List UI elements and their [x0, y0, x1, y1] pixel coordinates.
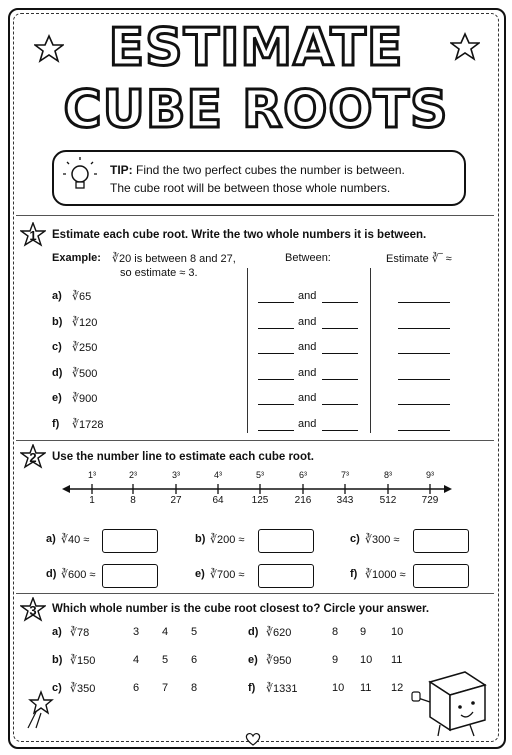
item-letter: a): [52, 626, 62, 638]
cube-root-expression: ∛300 ≈: [365, 534, 400, 546]
cube-root-expression: ∛500: [72, 367, 98, 380]
number-line-power: 7³: [340, 470, 349, 480]
tip-line2: The cube root will be between those whole numbers.: [110, 181, 391, 195]
number-line-power: 4³: [213, 470, 222, 480]
cube-root-expression: ∛1728: [72, 418, 104, 431]
section3-number: 3: [29, 603, 37, 618]
number-line-value: 8: [130, 495, 136, 506]
number-line-power: 2³: [128, 470, 137, 480]
answer-box[interactable]: [258, 529, 314, 553]
answer-option[interactable]: 4: [162, 626, 169, 638]
number-line-power: 8³: [383, 470, 392, 480]
estimate-blank[interactable]: [398, 343, 450, 354]
estimate-blank[interactable]: [398, 292, 450, 303]
cube-root-expression: ∛350: [70, 683, 96, 695]
cube-root-expression: ∛600 ≈: [61, 569, 96, 581]
example-text1: ∛20 is between 8 and 27,: [112, 253, 236, 265]
cube-root-expression: ∛120: [72, 316, 98, 329]
cube-character-icon: [410, 660, 495, 738]
item-letter: d): [46, 568, 57, 580]
cube-root-expression: ∛78: [70, 627, 90, 639]
number-line-power: 6³: [298, 470, 307, 480]
number-line-value: 27: [170, 495, 182, 506]
estimate-blank[interactable]: [398, 394, 450, 405]
col-between-header: Between:: [285, 252, 331, 264]
answer-option[interactable]: 4: [133, 654, 140, 666]
cube-root-expression: ∛200 ≈: [210, 534, 245, 546]
between-high-blank[interactable]: [322, 343, 358, 354]
item-letter: a): [52, 290, 62, 302]
and-label: and: [298, 366, 317, 379]
cube-root-expression: ∛150: [70, 655, 96, 667]
number-line-value: 216: [294, 495, 312, 506]
section1-title: Estimate each cube root. Write the two whole numbers it is between.: [52, 229, 427, 241]
number-line-power: 1³: [87, 470, 96, 480]
answer-option[interactable]: 8: [332, 626, 339, 638]
answer-option[interactable]: 10: [391, 626, 404, 638]
lightbulb-icon: [62, 156, 98, 198]
number-line-value: 512: [379, 495, 397, 506]
page-title-line2: CUBE ROOTS: [63, 80, 449, 140]
item-letter: d): [52, 366, 63, 379]
estimate-blank[interactable]: [398, 318, 450, 329]
between-low-blank[interactable]: [258, 343, 294, 354]
answer-box[interactable]: [102, 529, 158, 553]
cube-root-expression: ∛1000 ≈: [365, 569, 406, 581]
answer-option[interactable]: 11: [391, 654, 403, 666]
answer-option[interactable]: 9: [360, 626, 367, 638]
and-label: and: [298, 290, 317, 302]
between-low-blank[interactable]: [258, 394, 294, 405]
shooting-star-icon: [24, 690, 58, 730]
section3-title: Which whole number is the cube root closest to? Circle your answer.: [52, 603, 430, 615]
cube-root-expression: ∛700 ≈: [210, 569, 245, 581]
between-low-blank[interactable]: [258, 420, 294, 431]
section2-title: Use the number line to estimate each cube root.: [52, 451, 315, 463]
tip-line1: Find the two perfect cubes the number is between.: [136, 163, 405, 177]
number-line-value: 729: [421, 495, 439, 506]
answer-option[interactable]: 11: [360, 682, 372, 694]
cube-root-expression: ∛65: [72, 291, 92, 303]
tip-label: TIP:: [110, 163, 133, 177]
answer-option[interactable]: 10: [332, 682, 345, 694]
between-low-blank[interactable]: [258, 292, 294, 303]
answer-option[interactable]: 5: [162, 654, 169, 666]
item-letter: d): [248, 626, 259, 638]
between-high-blank[interactable]: [322, 394, 358, 405]
answer-box[interactable]: [102, 564, 158, 588]
tip-text: [110, 161, 460, 197]
divider: [16, 215, 494, 216]
section1-number: 1: [29, 228, 37, 243]
divider: [16, 440, 494, 441]
answer-option[interactable]: 3: [133, 626, 140, 638]
cube-root-expression: ∛1331: [266, 683, 298, 695]
item-letter: e): [195, 568, 205, 580]
number-line-value: 125: [251, 495, 269, 506]
between-high-blank[interactable]: [322, 318, 358, 329]
heart-icon: [244, 732, 262, 746]
answer-option[interactable]: 10: [360, 654, 373, 666]
and-label: and: [298, 341, 317, 353]
item-letter: e): [52, 392, 62, 404]
cube-root-expression: ∛900: [72, 393, 98, 405]
answer-option[interactable]: 12: [391, 682, 404, 694]
cube-root-expression: ∛620: [266, 627, 292, 639]
divider: [16, 593, 494, 594]
answer-box[interactable]: [413, 529, 469, 553]
page-title-line1: ESTIMATE: [108, 18, 404, 78]
example-label: Example:: [52, 252, 101, 264]
number-line-power: 3³: [171, 470, 180, 480]
number-line-value: 343: [336, 495, 354, 506]
and-label: and: [298, 392, 317, 404]
answer-option[interactable]: 6: [133, 682, 140, 694]
column-divider: [247, 268, 248, 433]
item-letter: b): [52, 315, 63, 328]
item-letter: f): [52, 417, 60, 430]
answer-option[interactable]: 8: [191, 682, 198, 694]
answer-option[interactable]: 6: [191, 654, 198, 666]
between-high-blank[interactable]: [322, 369, 358, 380]
answer-box[interactable]: [258, 564, 314, 588]
and-label: and: [298, 417, 317, 430]
number-line-value: 64: [212, 495, 224, 506]
between-high-blank[interactable]: [322, 292, 358, 303]
col-estimate-header: Estimate ∛‾ ≈: [386, 253, 452, 265]
item-letter: b): [52, 654, 63, 666]
estimate-blank[interactable]: [398, 420, 450, 431]
between-low-blank[interactable]: [258, 369, 294, 380]
column-divider: [370, 268, 371, 433]
answer-option[interactable]: 5: [191, 626, 198, 638]
cube-root-expression: ∛250: [72, 342, 98, 354]
cube-root-expression: ∛40 ≈: [61, 534, 90, 546]
number-line-value: 1: [89, 495, 95, 506]
item-letter: f): [350, 568, 358, 580]
item-letter: e): [248, 654, 258, 666]
item-letter: c): [350, 533, 360, 545]
section2-number: 2: [29, 450, 37, 465]
example-text2: so estimate ≈ 3.: [120, 267, 198, 279]
answer-box[interactable]: [413, 564, 469, 588]
between-high-blank[interactable]: [322, 420, 358, 431]
between-low-blank[interactable]: [258, 318, 294, 329]
answer-option[interactable]: 7: [162, 682, 169, 694]
cube-root-expression: ∛950: [266, 655, 292, 667]
item-letter: b): [195, 533, 206, 545]
and-label: and: [298, 315, 317, 328]
number-line-power: 9³: [425, 470, 434, 480]
item-letter: c): [52, 341, 62, 353]
number-line-power: 5³: [255, 470, 264, 480]
item-letter: f): [248, 682, 256, 694]
estimate-blank[interactable]: [398, 369, 450, 380]
answer-option[interactable]: 9: [332, 654, 339, 666]
item-letter: a): [46, 533, 56, 545]
item-letter: c): [52, 682, 62, 694]
